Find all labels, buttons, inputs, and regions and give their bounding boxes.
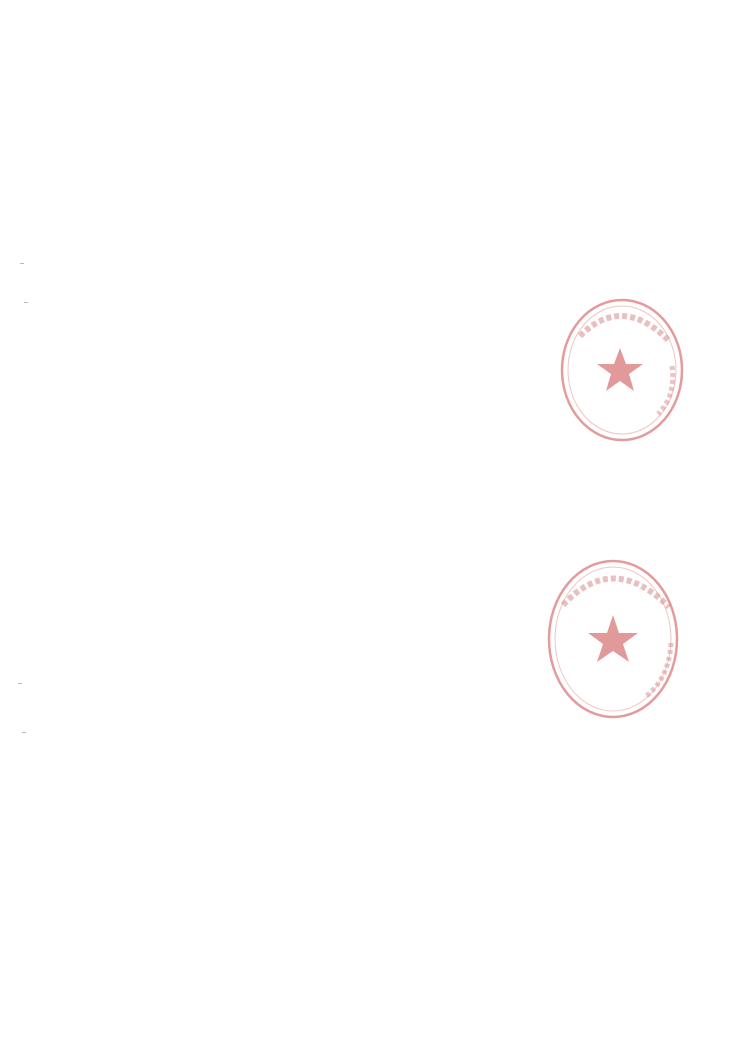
scan-speck bbox=[24, 302, 28, 303]
scan-speck bbox=[18, 683, 22, 684]
scan-speck bbox=[22, 732, 26, 733]
company-seal-stamp bbox=[560, 296, 690, 446]
scan-speck bbox=[20, 263, 24, 264]
company-seal-stamp bbox=[545, 555, 685, 725]
